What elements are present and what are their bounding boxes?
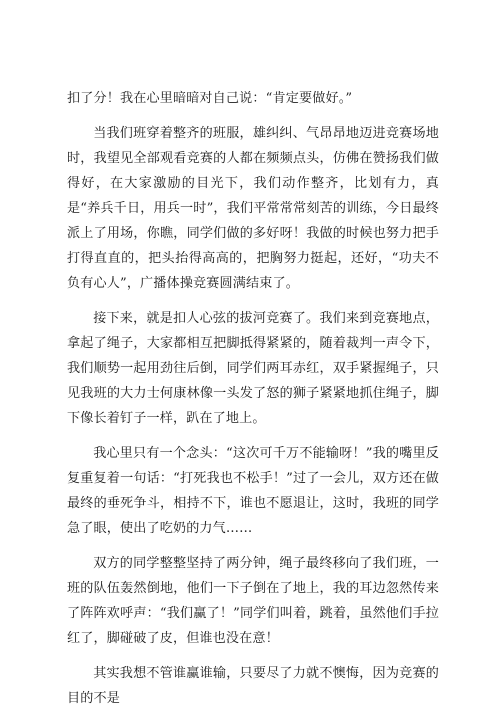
paragraph-6: 其实我想不管谁赢谁输，只要尽了力就不懊悔，因为竞赛的目的不是	[67, 666, 439, 706]
paragraph-2: 当我们班穿着整齐的班服，雄纠纠、气昂昂地迈进竞赛场地时，我望见全部观看竞赛的人都在频频点头，仿佛在赞扬我们做得好，在大家激励的目光下，我们动作整齐，比划有力，真是“养兵千日，用兵一时”，我们平常常常刻苦的训练，今日最终派上了用场，你瞧，同学们做的多好呀！我做的时候也努力把手打得直直的，把头抬得高高的，把胸努力挺起，还好，“功夫不负有心人”，广播体操竞赛圆满结束了。	[67, 126, 439, 291]
paragraph-4: 我心里只有一个念头：“这次可千万不能输呀！”我的嘴里反复重复着一句话：“打死我也不松手！”过了一会儿，双方还在做最终的垂死争斗，相持不下，谁也不愿退让，这时，我班的同学急了眼，使出了吃奶的力气……	[67, 446, 439, 536]
paragraph-1: 扣了分！我在心里暗暗对自己说：“肯定要做好。”	[67, 91, 353, 106]
paragraph-3: 接下来，就是扣人心弦的拔河竞赛了。我们来到竞赛地点，拿起了绳子，大家都相互把脚抵得紧紧的，随着裁判一声令下，我们顺势一起用劲往后倒，同学们两耳赤红，双手紧握绳子，只见我班的大力士何康林像一头发了怒的狮子紧紧地抓住绳子，脚下像长着钉子一样，趴在了地上。	[67, 311, 439, 426]
document-body	[67, 86, 439, 721]
paragraph-5: 双方的同学整整坚持了两分钟，绳子最终移向了我们班，一班的队伍轰然倒地，他们一下子倒在了地上，我的耳边忽然传来了阵阵欢呼声：“我们赢了！”同学们叫着，跳着，虽然他们手拉红了，脚碰破了皮，但谁也没在意！	[67, 556, 439, 646]
